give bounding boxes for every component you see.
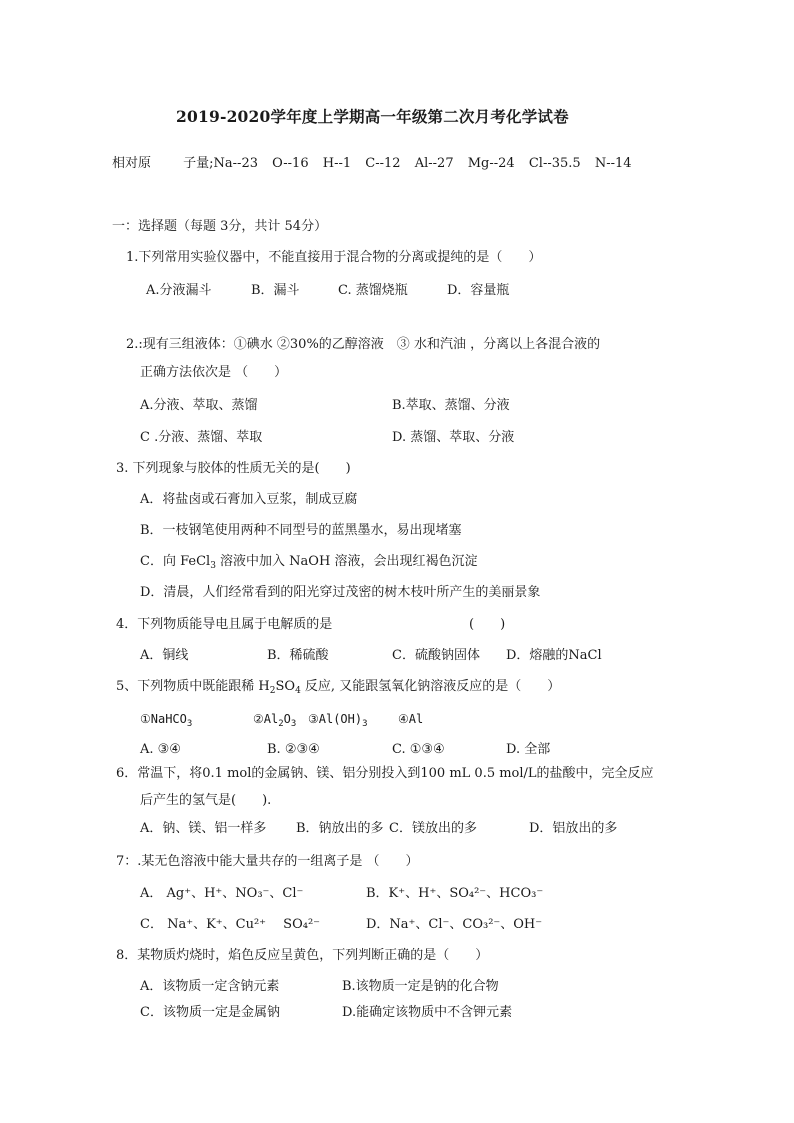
q5-item-2: [253, 710, 296, 728]
atomic-mass-label-b: 子量;Na--23: [183, 156, 258, 171]
q3-option-d: D．清晨，人们经常看到的阳光穿过茂密的树木枝叶所产生的美丽景象: [140, 585, 541, 600]
q8-stem: 8．某物质灼烧时，焰色反应呈黄色，下列判断正确的是（ ）: [116, 948, 489, 963]
q6-option-b: B．钠放出的多: [296, 821, 384, 836]
q7-option-c: C． Na⁺、K⁺、Cu²⁺ SO₄²⁻: [140, 917, 321, 932]
q2-stem-line2: 正确方法依次是 （ ）: [140, 365, 288, 380]
q4-option-a: A．铜线: [140, 648, 189, 663]
q3-option-b: B．一枝钢笔使用两种不同型号的蓝黑墨水，易出现堵塞: [140, 523, 462, 538]
section-heading: 一：选择题（每题 3分，共计 54分）: [112, 219, 328, 234]
q2-stem-line1: 2.:现有三组液体：①碘水 ②30%的乙醇溶液 ③ 水和汽油 ，分离以上各混合液的: [126, 337, 601, 352]
atomic-mass-al: Al--27: [414, 156, 454, 171]
q4-option-d: D．熔融的NaCl: [506, 648, 602, 663]
q5-item-2-sub2: 3: [290, 719, 297, 729]
q4-option-c: C．硫酸钠固体: [392, 648, 480, 663]
q5-stem-mid: SO: [275, 679, 296, 694]
q2-option-d: D. 蒸馏、萃取、分液: [392, 430, 515, 445]
q5-item-2-sub1: 2: [278, 719, 284, 729]
q1-stem: 1.下列常用实验仪器中，不能直接用于混合物的分离或提纯的是（ ）: [126, 250, 542, 265]
q5-item-3-sub: 3: [362, 719, 368, 729]
q7-option-b: B．K⁺、H⁺、SO₄²⁻、HCO₃⁻: [366, 886, 544, 901]
q5-item-3: [308, 710, 368, 728]
atomic-mass-line: [112, 155, 632, 173]
atomic-mass-cl: Cl--35.5: [528, 156, 581, 171]
q4-stem: 4．下列物质能导电且属于电解质的是: [116, 617, 333, 632]
atomic-mass-h: H--1: [322, 156, 352, 171]
q8-option-a: A．该物质一定含钠元素: [140, 979, 280, 994]
q5-option-b: B. ②③④: [267, 742, 320, 757]
atomic-mass-o: O--16: [272, 156, 309, 171]
q5-stem-post: 反应, 又能跟氢氧化钠溶液反应的是（ ）: [300, 679, 561, 694]
atomic-mass-c: C--12: [365, 156, 401, 171]
q7-stem: 7：.某无色溶液中能大量共存的一组离子是 （ ）: [116, 854, 419, 869]
q3-option-c-pre: C．向 FeCl: [140, 554, 211, 569]
q5-item-3-text: ③Al(OH): [308, 712, 363, 726]
q6-option-a: A．钠、镁、铝一样多: [140, 821, 267, 836]
q1-option-c: C. 蒸馏烧瓶: [338, 283, 408, 298]
q5-stem-pre: 5、下列物质中既能跟稀 H: [116, 679, 270, 694]
q1-option-a: A.分液漏斗: [146, 283, 212, 298]
q3-option-c-post: 溶液中加入 NaOH 溶液，会出现红褐色沉淀: [215, 554, 478, 569]
q5-stem-sub2: 4: [295, 686, 301, 696]
q5-item-1: [140, 710, 192, 728]
q5-stem: [116, 678, 560, 696]
q3-option-c-sub: 3: [210, 561, 216, 571]
q5-stem-sub1: 2: [269, 686, 276, 696]
q6-stem-line1: 6．常温下，将0.1 mol的金属钠、镁、铝分别投入到100 mL 0.5 mol/L的盐酸中，完全反应: [116, 766, 654, 781]
q5-option-c: C. ①③④: [392, 742, 445, 757]
q5-option-a: A. ③④: [140, 742, 181, 757]
q5-option-d: D. 全部: [506, 742, 551, 757]
q6-stem-line2: 后产生的氢气是( ).: [140, 793, 272, 808]
q5-item-4: ④Al: [398, 712, 424, 726]
atomic-mass-n: N--14: [594, 156, 632, 171]
q4-answer-paren: ( ): [469, 617, 506, 632]
q1-option-d: D．容量瓶: [447, 283, 510, 298]
q5-item-2-text: ②Al: [253, 712, 279, 726]
q6-option-d: D．铝放出的多: [529, 821, 618, 836]
q8-option-b: B.该物质一定是钠的化合物: [342, 979, 499, 994]
q3-stem: 3. 下列现象与胶体的性质无关的是( ): [116, 461, 351, 476]
q8-option-d: D.能确定该物质中不含钾元素: [342, 1005, 513, 1020]
q3-option-c: [140, 553, 477, 571]
q5-item-2-mid: O: [283, 712, 291, 726]
q7-option-a: A． Ag⁺、H⁺、NO₃⁻、Cl⁻: [140, 886, 304, 901]
q5-item-1-text: ①NaHCO: [140, 712, 187, 726]
q2-option-b: B.萃取、蒸馏、分液: [392, 398, 510, 413]
exam-title: 2019-2020学年度上学期高一年级第二次月考化学试卷: [176, 107, 569, 126]
q2-option-a: A.分液、萃取、蒸馏: [140, 398, 258, 413]
atomic-mass-label-a: 相对原: [112, 156, 152, 171]
atomic-mass-mg: Mg--24: [467, 156, 515, 171]
q8-option-c: C．该物质一定是金属钠: [140, 1005, 280, 1020]
q1-option-b: B．漏斗: [251, 283, 300, 298]
q5-item-1-sub: 3: [186, 719, 193, 729]
q7-option-d: D．Na⁺、Cl⁻、CO₃²⁻、OH⁻: [366, 917, 543, 932]
q4-option-b: B．稀硫酸: [267, 648, 329, 663]
q3-option-a: A．将盐卤或石膏加入豆浆，制成豆腐: [140, 492, 358, 507]
q6-option-c: C．镁放出的多: [389, 821, 477, 836]
q2-option-c: C .分液、蒸馏、萃取: [140, 430, 263, 445]
